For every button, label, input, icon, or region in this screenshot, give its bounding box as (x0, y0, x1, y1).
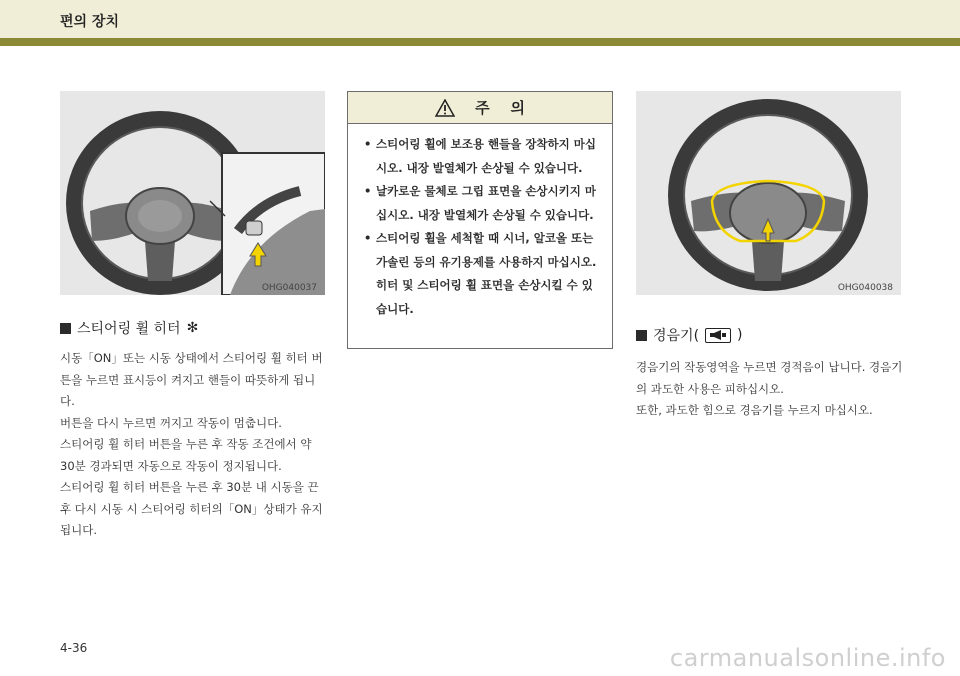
steering-wheel-heater-figure (60, 91, 325, 295)
warning-triangle-icon (435, 99, 455, 117)
caution-box (347, 91, 613, 349)
heater-paragraph: 스티어링 휠 히터 버튼을 누른 후 작동 조건에서 약 30분 경과되면 자동으로 작동이 정지됩니다. (60, 437, 312, 473)
horn-figure (636, 91, 901, 295)
heater-body (60, 348, 326, 542)
caution-item: • 스티어링 휠을 세척할 때 시너, 알코올 또는 가솔린 등의 유기용제를 사용하지 마십시오. 히터 및 스티어링 휠 표면을 손상시킬 수 있습니다. (364, 227, 602, 321)
steering-wheel-horn-illustration (636, 91, 901, 295)
figure-code: OHG040038 (837, 283, 893, 293)
caution-item: • 스티어링 휠에 보조용 핸들을 장착하지 마십시오. 내장 발열체가 손상될 수 있습니다. (364, 133, 602, 180)
heater-section-title (60, 318, 198, 338)
caution-title: 주 의 (475, 99, 525, 117)
horn-section-title (636, 325, 743, 345)
heater-title-text: 스티어링 휠 히터 (77, 321, 181, 337)
horn-paragraph: 경음기의 작동영역을 누르면 경적음이 납니다. 경음기의 과도한 사용은 피하십시오. (636, 360, 903, 396)
heater-paragraph: 버튼을 다시 누르면 꺼지고 작동이 멈춥니다. (60, 415, 282, 430)
horn-paragraph: 또한, 과도한 힘으로 경음기를 누르지 마십시오. (636, 403, 873, 417)
horn-body (636, 357, 904, 422)
caution-list (348, 124, 612, 321)
section-square-icon (60, 323, 71, 334)
watermark: carmanualsonline.info (669, 644, 946, 672)
page-header (0, 0, 960, 38)
steering-wheel-illustration (60, 91, 325, 295)
caution-item: • 날카로운 물체로 그립 표면을 손상시키지 마십시오. 내장 발열체가 손상될 수 있습니다. (364, 180, 602, 227)
figure-code: OHG040037 (261, 283, 317, 293)
header-bar (0, 38, 960, 46)
asterisk-mark: ✻ (186, 320, 199, 336)
horn-icon (705, 328, 731, 343)
header-title: 편의 장치 (60, 14, 119, 30)
horn-title-close: ) (737, 327, 743, 343)
horn-title-text: 경음기( (653, 328, 700, 344)
section-square-icon (636, 330, 647, 341)
page-number: 4-36 (60, 641, 88, 655)
heater-paragraph: 스티어링 휠 히터 버튼을 누른 후 30분 내 시동을 끈 후 다시 시동 시 스티어링 히터의「ON」상태가 유지됩니다. (60, 480, 323, 537)
heater-paragraph: 시동「ON」또는 시동 상태에서 스티어링 휠 히터 버튼을 누르면 표시등이 켜지고 핸들이 따뜻하게 됩니다. (60, 351, 323, 408)
caution-header (348, 92, 612, 124)
